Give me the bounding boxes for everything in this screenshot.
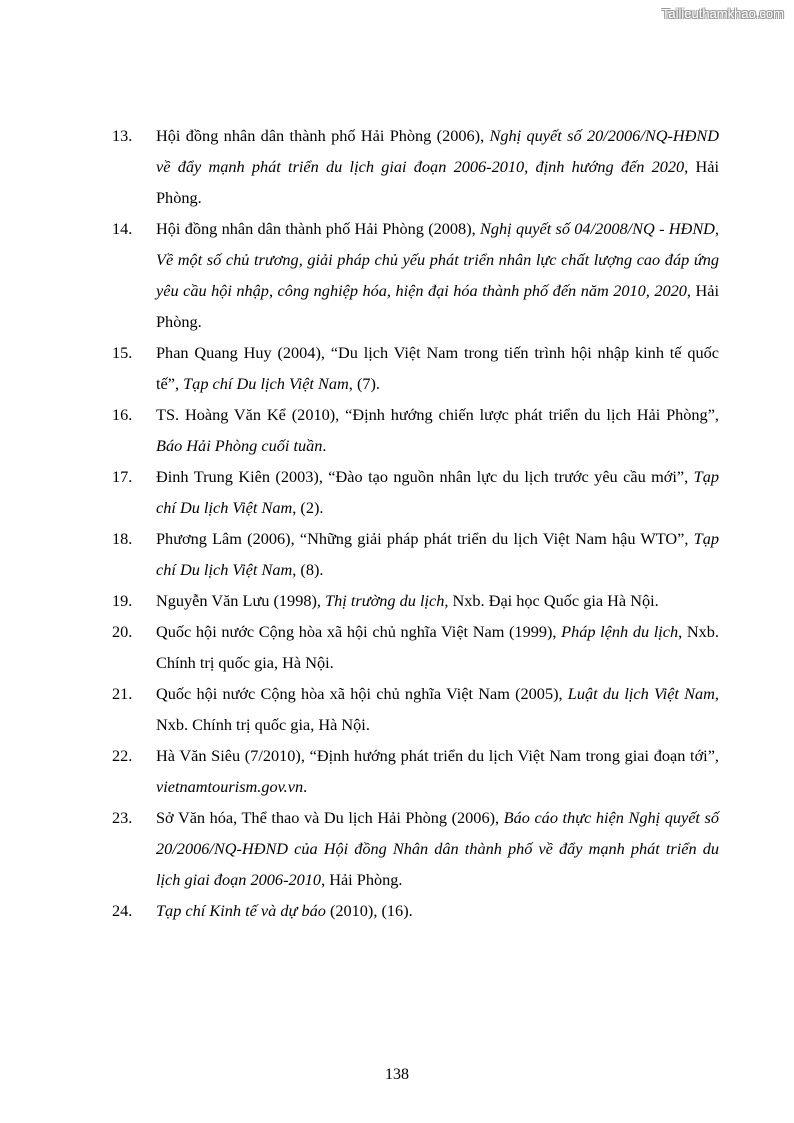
reference-item bbox=[112, 740, 719, 802]
reference-text bbox=[156, 678, 719, 740]
reference-publisher: . bbox=[322, 436, 327, 455]
reference-author: TS. Hoàng Văn Kể (2010), “Định hướng chiến lược phát triển du lịch Hải Phòng”, bbox=[156, 405, 719, 424]
reference-number: 21. bbox=[112, 684, 133, 703]
reference-title: Nghị quyết số 20/2006/NQ-HĐND về đẩy mạnh phát triển du lịch giai đoạn 2006-2010, định hướng đến 2020 bbox=[156, 126, 720, 176]
reference-publisher: , Hải Phòng. bbox=[156, 281, 719, 331]
reference-author: Phan Quang Huy (2004), “Du lịch Việt Nam trong tiến trình hội nhập kinh tế quốc tế”, bbox=[156, 343, 719, 393]
reference-item bbox=[112, 895, 719, 926]
reference-number: 19. bbox=[112, 591, 133, 610]
reference-title: Nghị quyết số 04/2008/NQ - HĐND, Về một số chủ trương, giải pháp chủ yếu phát triển nhân lực chất lượng cao đáp ứng yêu cầu hội nhập, công nghiệp hóa, hiện đại hóa thành phố đến năm 2010, 2020 bbox=[156, 219, 720, 300]
reference-title: Luật du lịch Việt Nam bbox=[567, 684, 715, 703]
reference-author: Phương Lâm (2006), “Những giải pháp phát triển du lịch Việt Nam hậu WTO”, bbox=[156, 529, 694, 548]
reference-text bbox=[156, 120, 719, 213]
reference-publisher: , Nxb. Chính trị quốc gia, Hà Nội. bbox=[156, 622, 719, 672]
reference-item bbox=[112, 120, 719, 213]
reference-text bbox=[156, 461, 719, 523]
reference-author: Hội đồng nhân dân thành phố Hải Phòng (2008), bbox=[156, 219, 480, 238]
reference-item bbox=[112, 678, 719, 740]
reference-text bbox=[156, 802, 719, 895]
reference-number: 24. bbox=[112, 901, 133, 920]
reference-publisher: , Nxb. Chính trị quốc gia, Hà Nội. bbox=[156, 684, 719, 734]
watermark: Tailieuthamkhao.com bbox=[661, 6, 784, 21]
reference-number: 14. bbox=[112, 219, 133, 238]
reference-text bbox=[156, 213, 719, 337]
reference-number: 17. bbox=[112, 467, 133, 486]
reference-author: Nguyễn Văn Lưu (1998), bbox=[156, 591, 326, 610]
reference-item bbox=[112, 337, 719, 399]
reference-text bbox=[156, 523, 719, 585]
reference-publisher: , (2). bbox=[292, 498, 324, 517]
reference-publisher: (2010), (16). bbox=[325, 901, 413, 920]
reference-author: Quốc hội nước Cộng hòa xã hội chủ nghĩa Việt Nam (1999), bbox=[156, 622, 562, 641]
reference-number: 20. bbox=[112, 622, 133, 641]
reference-text bbox=[156, 616, 719, 678]
reference-publisher: , (8). bbox=[292, 560, 324, 579]
reference-title: Tạp chí Kinh tế và dự báo bbox=[156, 901, 326, 920]
reference-publisher: Nxb. Đại học Quốc gia Hà Nội. bbox=[448, 591, 659, 610]
reference-publisher: . bbox=[303, 777, 308, 796]
reference-title: Pháp lệnh du lịch bbox=[561, 622, 679, 641]
reference-text bbox=[156, 585, 719, 616]
reference-publisher: , (7). bbox=[348, 374, 380, 393]
reference-number: 15. bbox=[112, 343, 133, 362]
reference-author: Hội đồng nhân dân thành phố Hải Phòng (2006), bbox=[156, 126, 490, 145]
reference-publisher: , Hải Phòng. bbox=[321, 870, 403, 889]
reference-title: vietnamtourism.gov.vn bbox=[156, 777, 304, 796]
reference-number: 16. bbox=[112, 405, 133, 424]
reference-title: Thị trường du lịch, bbox=[325, 591, 449, 610]
reference-item bbox=[112, 213, 719, 337]
reference-title: Báo cáo thực hiện Nghị quyết số 20/2006/NQ-HĐND của Hội đồng Nhân dân thành phố về đẩy mạnh phát triển du lịch giai đoạn 2006-2010 bbox=[156, 808, 719, 889]
reference-author: Hà Văn Siêu (7/2010), “Định hướng phát triển du lịch Việt Nam trong giai đoạn tới”, bbox=[156, 746, 719, 765]
reference-text bbox=[156, 399, 719, 461]
reference-title: Tạp chí Du lịch Việt Nam bbox=[156, 467, 719, 517]
reference-item bbox=[112, 399, 719, 461]
reference-text bbox=[156, 740, 719, 802]
reference-item bbox=[112, 585, 719, 616]
reference-author: Đinh Trung Kiên (2003), “Đào tạo nguồn nhân lực du lịch trước yêu cầu mới”, bbox=[156, 467, 694, 486]
reference-number: 13. bbox=[112, 126, 133, 145]
page-number: 138 bbox=[385, 1066, 409, 1083]
reference-item bbox=[112, 523, 719, 585]
reference-title: Tạp chí Du lịch Việt Nam bbox=[156, 529, 719, 579]
reference-list bbox=[112, 120, 719, 926]
reference-item bbox=[112, 461, 719, 523]
reference-number: 22. bbox=[112, 746, 133, 765]
reference-publisher: , Hải Phòng. bbox=[156, 157, 719, 207]
reference-number: 18. bbox=[112, 529, 133, 548]
reference-item bbox=[112, 802, 719, 895]
reference-number: 23. bbox=[112, 808, 133, 827]
reference-title: Tạp chí Du lịch Việt Nam bbox=[183, 374, 349, 393]
reference-author: Sở Văn hóa, Thể thao và Du lịch Hải Phòng (2006), bbox=[156, 808, 504, 827]
reference-text bbox=[156, 337, 719, 399]
reference-title: Báo Hải Phòng cuối tuần bbox=[156, 436, 323, 455]
reference-author: Quốc hội nước Cộng hòa xã hội chủ nghĩa Việt Nam (2005), bbox=[156, 684, 568, 703]
reference-item bbox=[112, 616, 719, 678]
reference-text bbox=[156, 895, 719, 926]
